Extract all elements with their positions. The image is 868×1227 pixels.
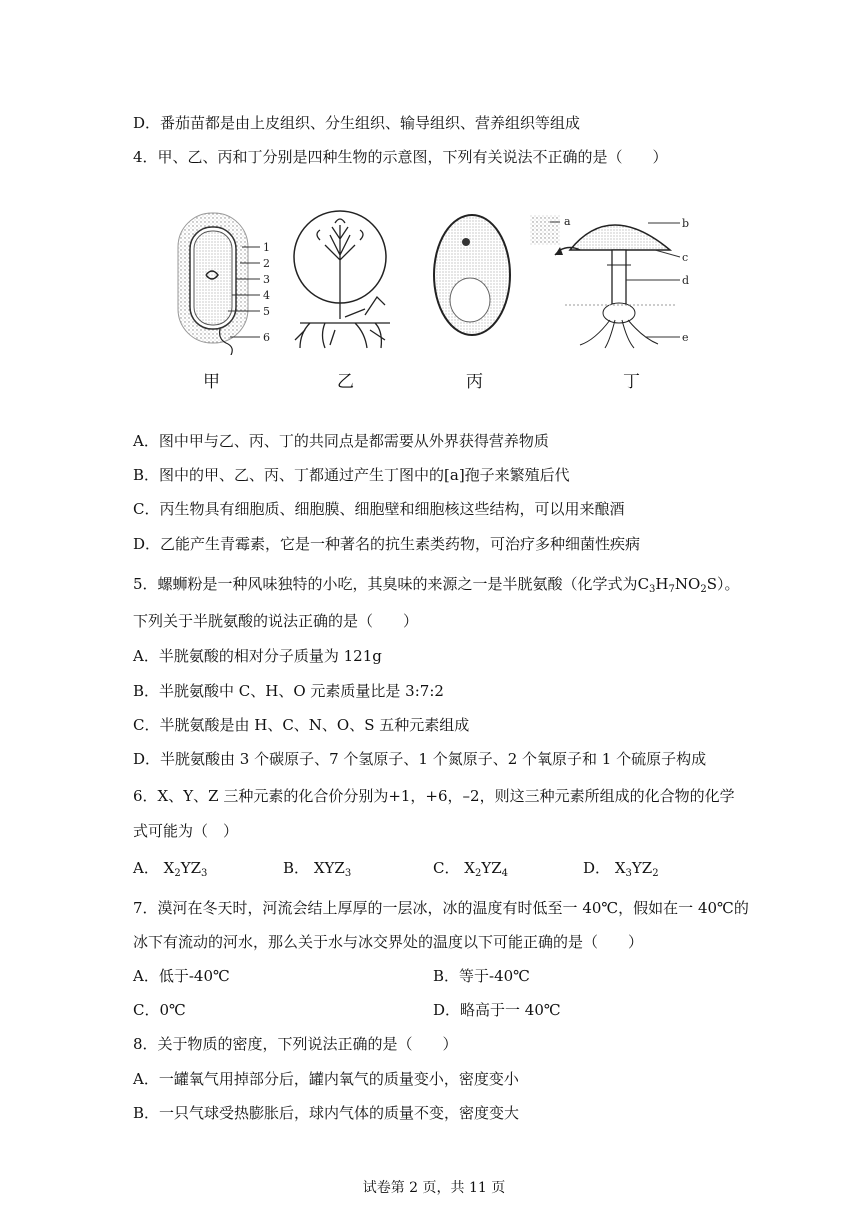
q5-option-d: D．半胱氨酸由 3 个碳原子、7 个氢原子、1 个氮原子、2 个氧原子和 1 个硫原子构成 — [133, 750, 707, 768]
q5-stem-suffix: ）。 — [716, 575, 740, 593]
mushroom-part-e: e — [682, 331, 689, 344]
q5-stem-2: 下列关于半胱氨酸的说法正确的是（ ） — [133, 612, 419, 630]
q7-stem-2: 冰下有流动的河水，那么关于水与冰交界处的温度以下可能正确的是（ ） — [133, 933, 644, 951]
q7-option-d: D．略高于一 40℃ — [433, 1001, 561, 1019]
q5-formula: $C_3H_7NO_2S$ — [637, 575, 717, 595]
mushroom-part-a: a — [564, 215, 571, 228]
q8-option-b: B．一只气球受热膨胀后，球内气体的质量不变，密度变大 — [133, 1104, 520, 1122]
q5-option-c: C．半胱氨酸是由 H、C、N、O、S 五种元素组成 — [133, 716, 470, 734]
q6-stem-2: 式可能为（ ） — [133, 822, 239, 840]
page-footer: 试卷第 2 页，共 11 页 — [362, 1180, 506, 1196]
q6-stem-1: 6．X、Y、Z 三种元素的化合价分别为+1，+6，–2，则这三种元素所组成的化合物的化学 — [133, 787, 735, 805]
q6-option-c: C． $X_2YZ_4$ — [433, 859, 509, 879]
q7-option-a: A．低于-40℃ — [133, 967, 230, 985]
figure-label-bing: 丙 — [466, 372, 483, 392]
mushroom-part-c: c — [682, 251, 689, 264]
figure-label-ding: 丁 — [623, 372, 640, 392]
q8-stem: 8．关于物质的密度，下列说法正确的是（ ） — [133, 1035, 458, 1053]
bacterium-part-2: 2 — [263, 257, 270, 270]
q6-option-b: B． $XYZ_3$ — [283, 859, 352, 879]
q3-option-d: D．番茄苗都是由上皮组织、分生组织、输导组织、营养组织等组成 — [133, 114, 581, 132]
mushroom-drawing — [530, 215, 689, 348]
q5-stem-prefix: 5．螺蛳粉是一种风味独特的小吃，其臭味的来源之一是半胱氨酸（化学式为 — [133, 575, 638, 593]
q6-option-a: A． $X_2YZ_3$ — [133, 859, 208, 879]
bacterium-part-6: 6 — [263, 331, 270, 344]
bacterium-part-1: 1 — [263, 241, 270, 254]
bacterium-part-5: 5 — [263, 305, 270, 318]
q4-option-c: C．丙生物具有细胞质、细胞膜、细胞壁和细胞核这些结构，可以用来酿酒 — [133, 500, 625, 518]
figure-label-yi: 乙 — [337, 372, 354, 392]
mushroom-part-d: d — [682, 274, 690, 287]
organism-figure — [160, 205, 720, 355]
q4-stem: 4．甲、乙、丙和丁分别是四种生物的示意图，下列有关说法不正确的是（ ） — [133, 148, 668, 166]
bacterium-part-4: 4 — [263, 289, 270, 302]
bacterium-drawing — [178, 213, 270, 355]
yeast-drawing — [434, 215, 510, 335]
q4-option-b: B．图中的甲、乙、丙、丁都通过产生丁图中的[a]孢子来繁殖后代 — [133, 466, 570, 484]
q5-stem — [133, 573, 740, 595]
q8-option-a: A．一罐氧气用掉部分后，罐内氧气的质量变小，密度变小 — [133, 1070, 519, 1088]
q4-option-d: D．乙能产生青霉素，它是一种著名的抗生素类药物，可治疗多种细菌性疾病 — [133, 535, 641, 553]
q7-option-c: C．0℃ — [133, 1001, 186, 1019]
mushroom-part-b: b — [682, 217, 690, 230]
figure-label-jia: 甲 — [203, 372, 220, 392]
penicillium-drawing — [294, 211, 390, 348]
q7-stem-1: 7．漠河在冬天时，河流会结上厚厚的一层冰，冰的温度有时低至一 40℃，假如在一 40℃的 — [133, 899, 749, 917]
q4-option-a: A．图中甲与乙、丙、丁的共同点是都需要从外界获得营养物质 — [133, 432, 549, 450]
q5-option-a: A．半胱氨酸的相对分子质量为 121g — [133, 647, 382, 665]
q5-option-b: B．半胱氨酸中 C、H、O 元素质量比是 3:7:2 — [133, 682, 444, 700]
q6-option-d: D． $X_3YZ_2$ — [583, 859, 659, 879]
q7-option-b: B．等于-40℃ — [433, 967, 530, 985]
bacterium-part-3: 3 — [263, 273, 270, 286]
